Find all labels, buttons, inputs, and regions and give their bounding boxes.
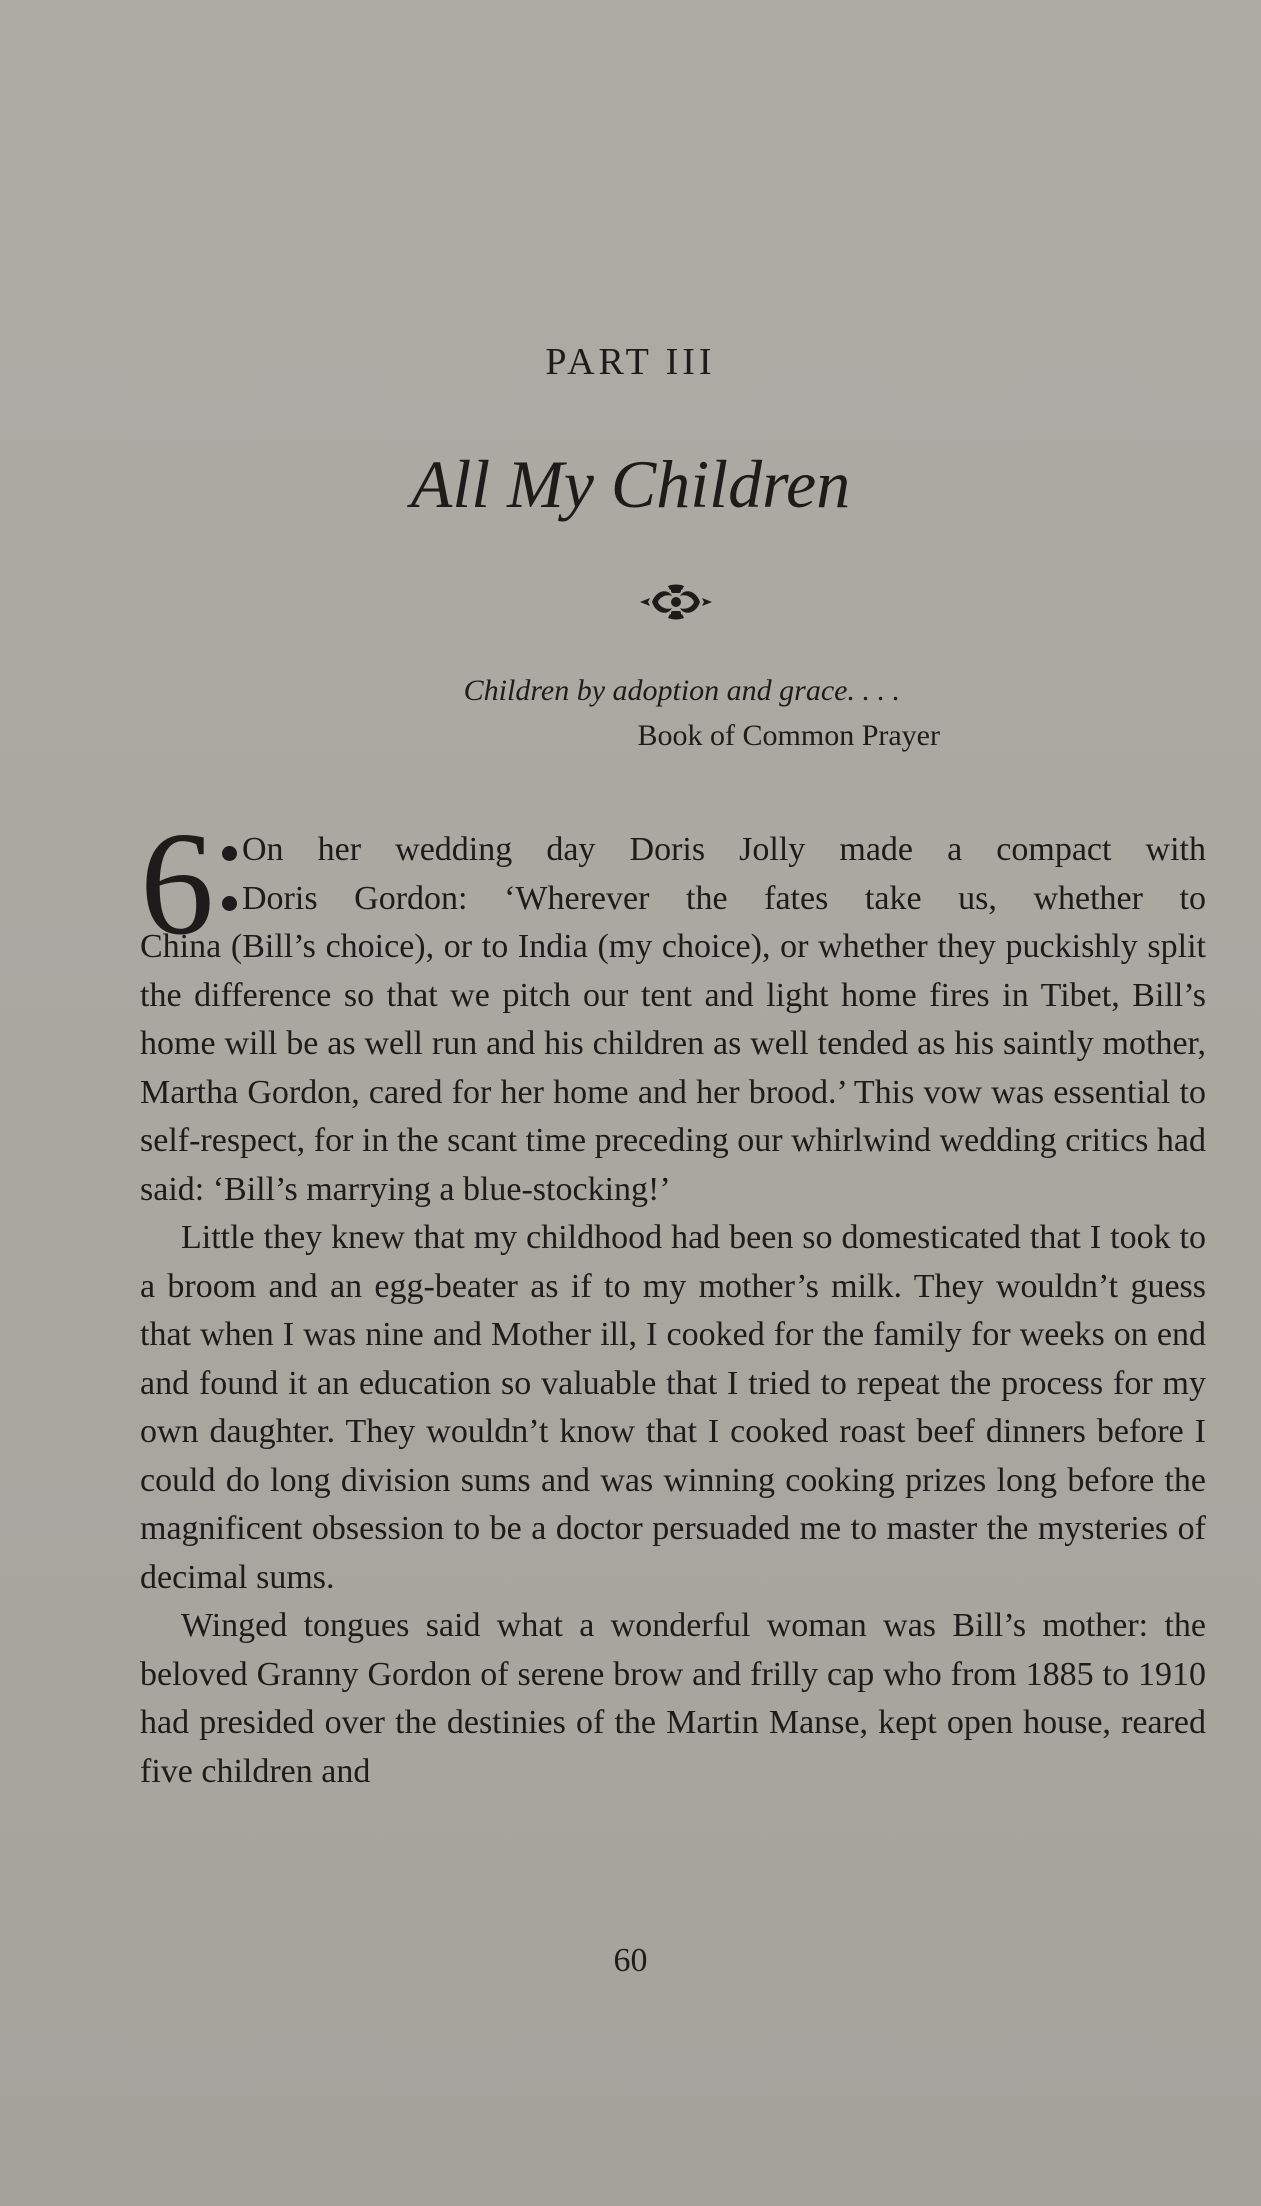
epigraph-quote: Children by adoption and grace. . . .	[463, 674, 900, 707]
chapter-number-dropcap: 6	[140, 802, 214, 966]
page-number: 60	[613, 1942, 648, 1979]
chapter-body	[140, 826, 1206, 1796]
epigraph	[300, 668, 940, 758]
epigraph-source: Book of Common Prayer	[637, 719, 940, 752]
paragraph-1-rest: China (Bill’s choice), or to India (my choice), or whether they puckishly split the difference so that we pitch our tent and light home fires in Tibet, Bill’s home will be as well run and his children as well tended as his saintly mother, Martha Gordon, cared for her home and her brood.’ This vow was essential to self-respect, for in the scant time preceding our whirlwind wedding critics had said: ‘Bill’s marrying a blue-stocking!’	[140, 928, 1206, 1208]
part-label: PART III	[545, 341, 716, 383]
chapter-title: All My Children	[410, 446, 851, 522]
paragraph-1-line-2: Doris Gordon: ‘Wherever the fates take us, whether to	[242, 879, 1206, 917]
fleuron-ornament-icon	[638, 582, 714, 622]
paragraph-3: Winged tongues said what a wonderful woman was Bill’s mother: the beloved Granny Gordon of serene brow and frilly cap who from 1885 to 1910 had presided over the destinies of the Martin Manse, kept open house, reared five children and	[140, 1607, 1206, 1790]
paragraph-1-line-1: On her wedding day Doris Jolly made a compact with	[242, 831, 1206, 868]
paragraph-2: Little they knew that my childhood had been so domesticated that I took to a broom and an egg-beater as if to my mother’s milk. They wouldn’t guess that when I was nine and Mother ill, I cooked for the family for weeks on end and found it an education so valuable that I tried to repeat the process for my own daughter. They wouldn’t know that I cooked roast beef dinners before I could do long division sums and was winning cooking prizes long before the magnificent obsession to be a doctor persuaded me to master the mysteries of decimal sums.	[140, 1219, 1206, 1596]
paragraph-1	[140, 826, 1206, 1214]
